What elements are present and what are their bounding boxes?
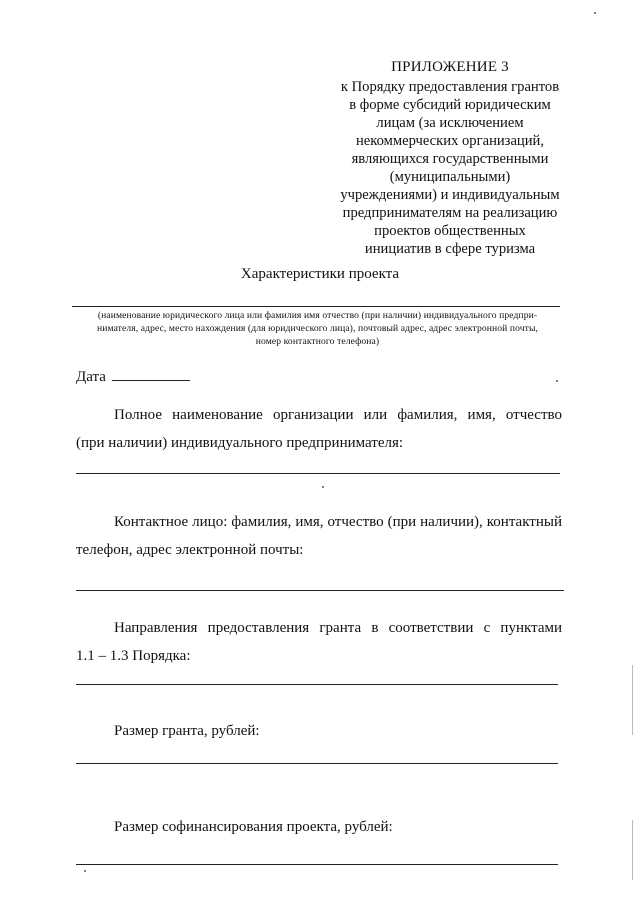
field-contact-person: [76, 508, 562, 564]
field-label: Полное наименование организации или фамилия, имя, отчество: [114, 407, 562, 423]
caption-line: (наименование юридического лица или фамилия имя отчество (при наличии) индивидуального предпри-: [97, 310, 538, 321]
scan-speck: [84, 870, 86, 872]
appendix-line: к Порядку предоставления грантов: [340, 79, 560, 95]
date-row: [76, 366, 190, 386]
appendix-line: некоммерческих организаций,: [355, 133, 545, 149]
appendix-line: (муниципальными): [389, 169, 511, 185]
caption-line: номер контактного телефона): [255, 336, 380, 347]
appendix-line: в форме субсидий юридическим: [349, 97, 551, 113]
cofinancing-amount-input-line[interactable]: [76, 864, 558, 865]
field-grant-direction: [76, 614, 562, 670]
appendix-line: инициатив в сфере туризма: [364, 241, 536, 257]
field-label-continued: 1.1 – 1.3 Порядка:: [76, 648, 191, 664]
scan-speck: [556, 380, 558, 382]
contact-person-input-line[interactable]: [76, 590, 564, 591]
scan-speck: [322, 486, 324, 488]
field-label: Направления предоставления гранта в соответствии с пунктами: [114, 620, 562, 636]
date-input-line[interactable]: [112, 366, 190, 381]
scan-edge-mark: [632, 665, 633, 735]
field-label: Контактное лицо: фамилия, имя, отчество (при наличии), контактный: [114, 514, 562, 530]
appendix-line: являющихся государственными: [351, 151, 549, 167]
scan-edge-mark: [632, 820, 633, 880]
appendix-line: лицам (за исключением: [376, 115, 524, 131]
appendix-line: предпринимателям на реализацию: [342, 205, 558, 221]
appendix-title: ПРИЛОЖЕНИЕ 3: [391, 59, 509, 75]
scan-speck: [594, 12, 596, 14]
appendix-line: проектов общественных: [374, 223, 526, 239]
field-grant-amount: [76, 717, 562, 745]
grant-amount-input-line[interactable]: [76, 763, 558, 764]
field-label-continued: телефон, адрес электронной почты:: [76, 542, 304, 558]
appendix-line: учреждениями) и индивидуальным: [340, 187, 560, 203]
organization-name-input-line[interactable]: [76, 473, 560, 474]
document-title: Характеристики проекта: [240, 266, 400, 282]
caption-line: нимателя, адрес, место нахождения (для юридического лица), почтовый адрес, адрес электронной почты,: [97, 323, 538, 334]
field-label-continued: (при наличии) индивидуального предпринимателя:: [76, 435, 404, 451]
grant-direction-input-line[interactable]: [76, 684, 558, 685]
applicant-caption: [70, 309, 565, 348]
appendix-subtitle: [330, 78, 570, 258]
applicant-input-line[interactable]: [72, 306, 560, 307]
field-cofinancing-amount: [76, 813, 562, 841]
field-organization-name: [76, 401, 562, 457]
field-label: Размер софинансирования проекта, рублей:: [114, 819, 393, 835]
date-label: Дата: [76, 369, 106, 385]
field-label: Размер гранта, рублей:: [114, 723, 260, 739]
